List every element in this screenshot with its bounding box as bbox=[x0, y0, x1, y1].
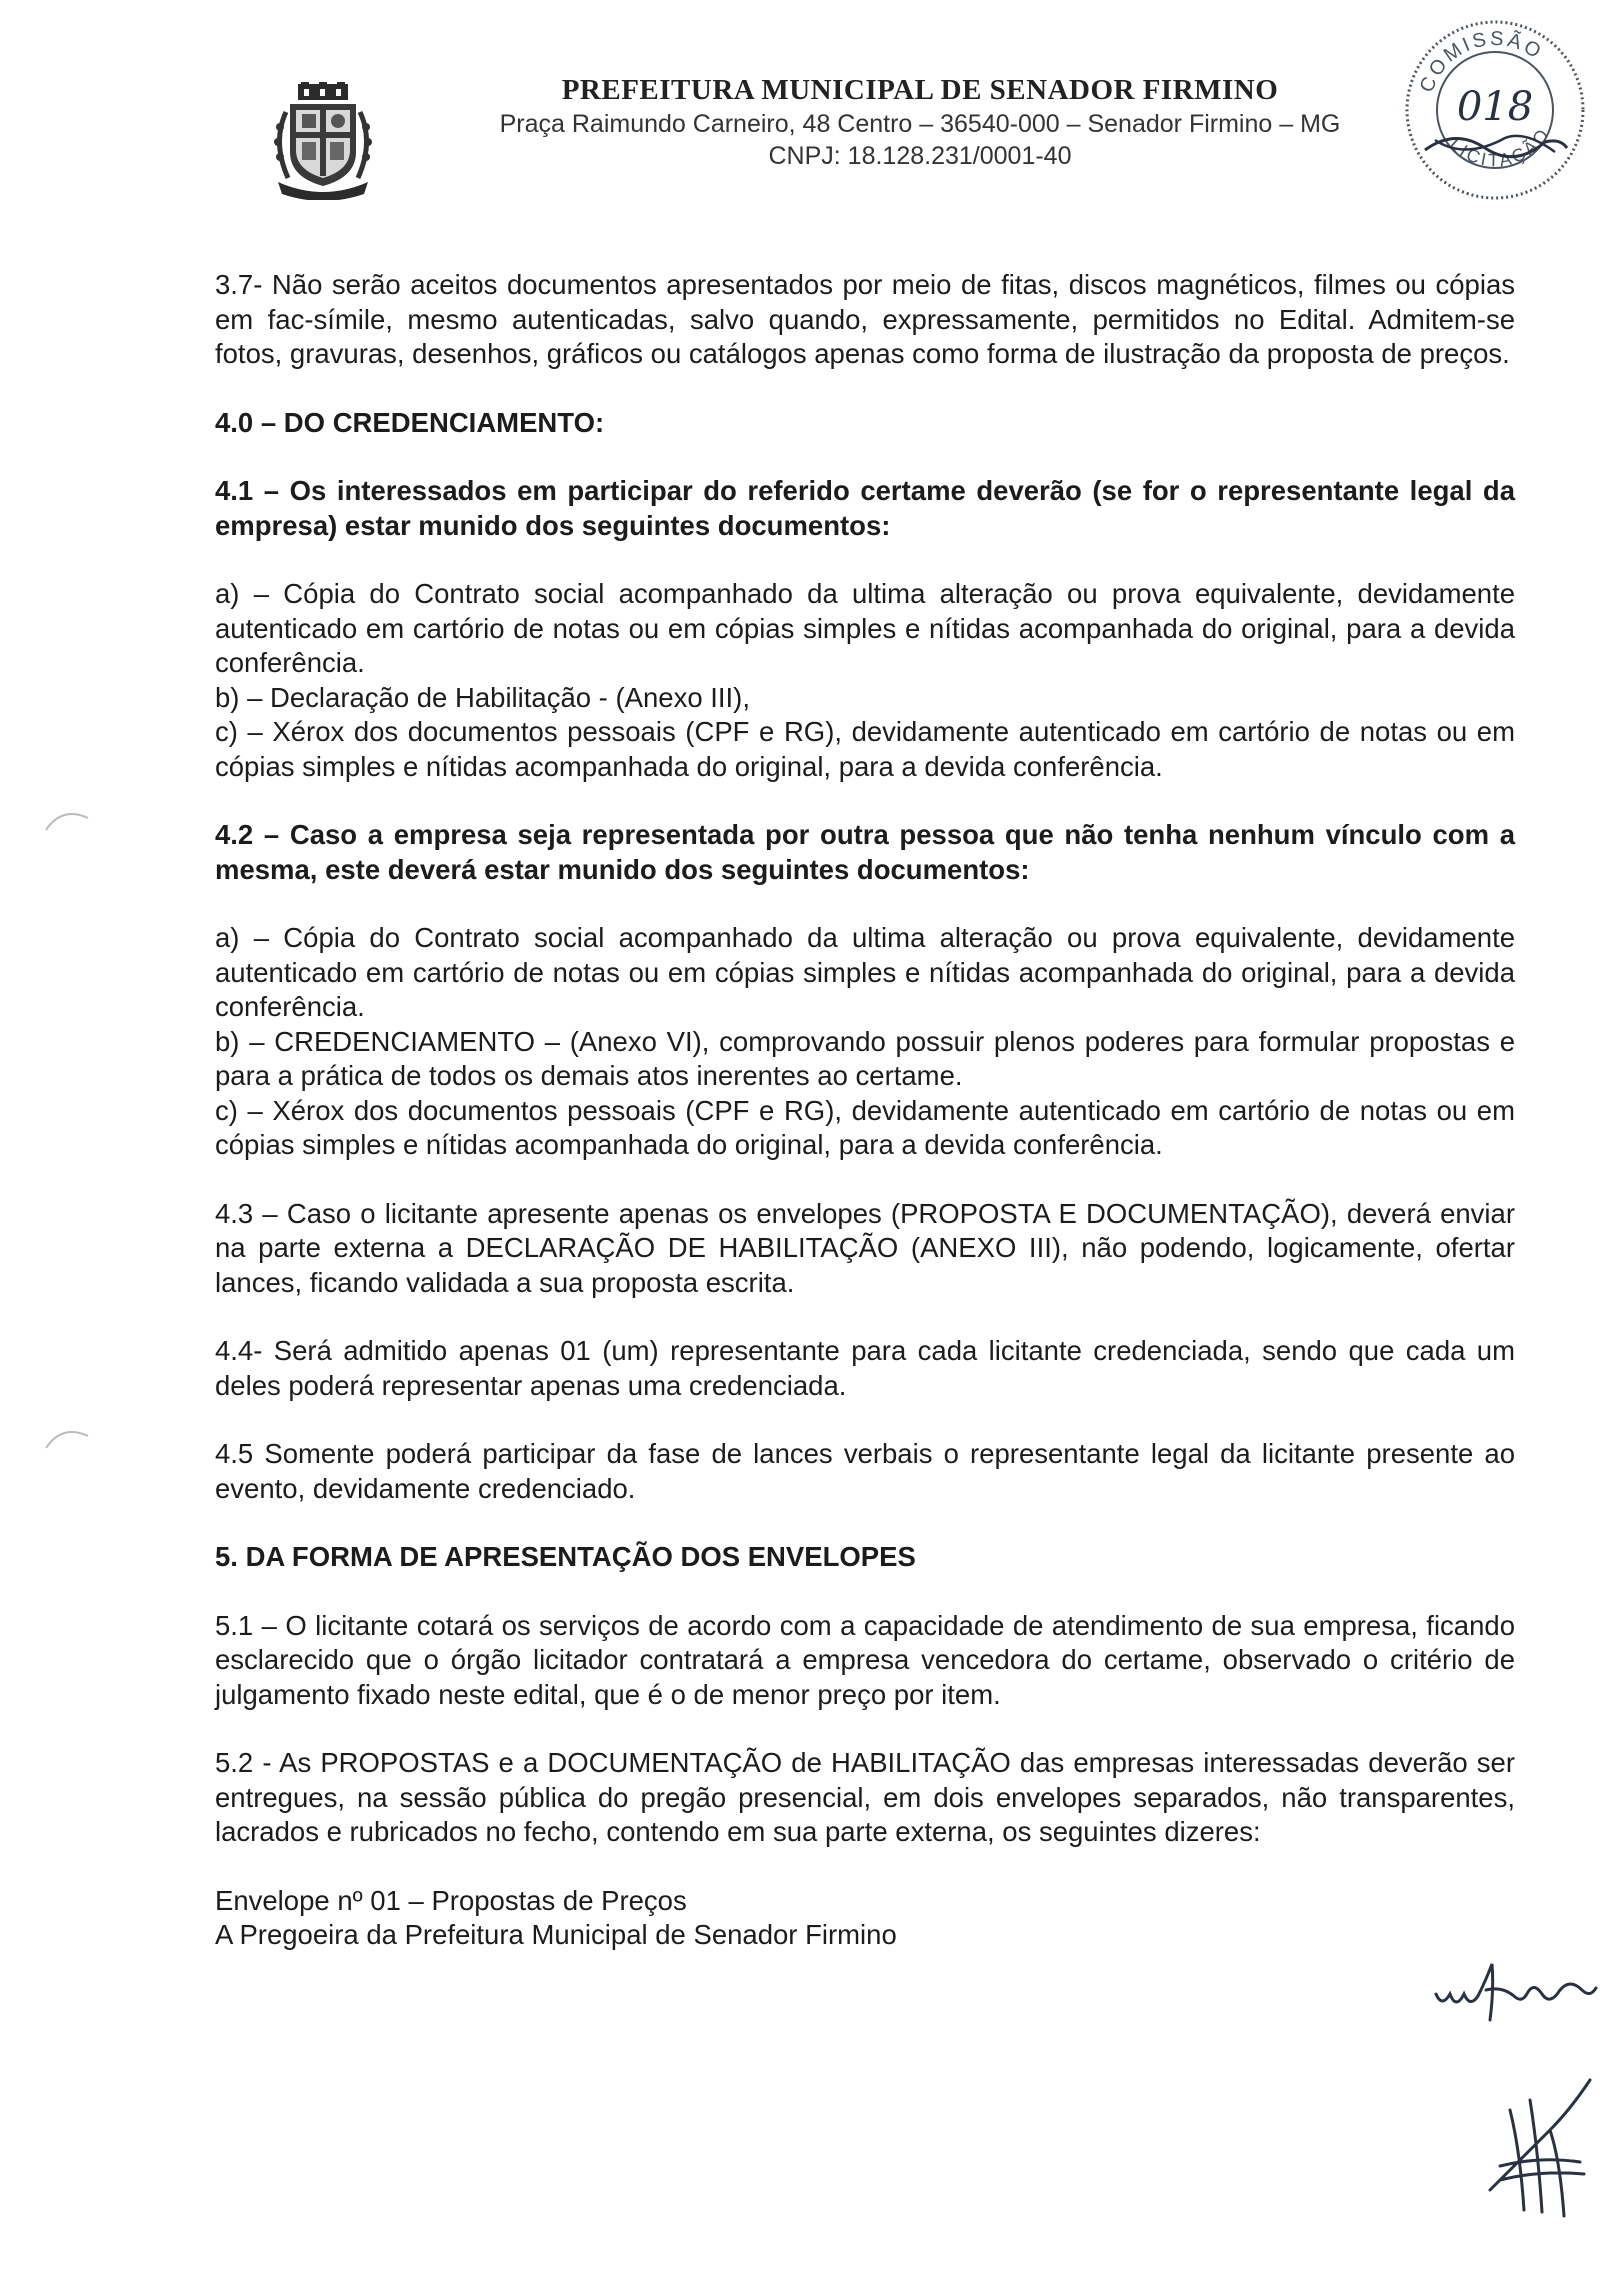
clause-4-4: 4.4- Será admitido apenas 01 (um) representante para cada licitante credenciada, sendo que cada um deles poderá representar apenas uma credenciada. bbox=[215, 1335, 1515, 1401]
clause-4-2-b: b) – CREDENCIAMENTO – (Anexo VI), comprovando possuir plenos poderes para formular propostas e para a prática de todos os demais atos inerentes ao certame. bbox=[215, 1025, 1515, 1091]
handwritten-signature-icon bbox=[1430, 1950, 1600, 2030]
section-heading-5: 5. DA FORMA DE APRESENTAÇÃO DOS ENVELOPES bbox=[215, 1541, 916, 1572]
municipality-address: Praça Raimundo Carneiro, 48 Centro – 36540-000 – Senador Firmino – MG bbox=[499, 110, 1341, 138]
municipality-name: PREFEITURA MUNICIPAL DE SENADOR FIRMINO bbox=[561, 74, 1279, 106]
clause-4-3: 4.3 – Caso o licitante apresente apenas os envelopes (PROPOSTA E DOCUMENTAÇÃO), deverá enviar na parte externa a DECLARAÇÃO DE HABILITAÇÃO (ANEXO III), não podendo, logicamente, ofertar lances, ficando validada a sua proposta escrita. bbox=[215, 1197, 1515, 1298]
clause-4-1-a: a) – Cópia do Contrato social acompanhado da ultima alteração ou prova equivalente, devidamente autenticado em cartório de notas ou em cópias simples e nítidas acompanhada do original, para a devida conferência. bbox=[215, 578, 1515, 678]
clause-4-2-heading: 4.2 – Caso a empresa seja representada por outra pessoa que não tenha nenhum vínculo com a mesma, este deverá estar munido dos seguintes documentos: bbox=[215, 819, 1515, 885]
clause-4-1-c: c) – Xérox dos documentos pessoais (CPF e RG), devidamente autenticado em cartório de notas ou em cópias simples e nítidas acompanhada do original, para a devida conferência. bbox=[215, 716, 1515, 782]
commission-stamp-icon bbox=[1395, 10, 1595, 210]
clause-4-2-a: a) – Cópia do Contrato social acompanhado da ultima alteração ou prova equivalente, devidamente autenticado em cartório de notas ou em cópias simples e nítidas acompanhada do original, para a devida conferência. bbox=[215, 922, 1515, 1022]
clause-5-2: 5.2 - As PROPOSTAS e a DOCUMENTAÇÃO de HABILITAÇÃO das empresas interessadas deverão ser entregues, na sessão pública do pregão presencial, em dois envelopes separados, não transparentes, lacrados e rubricados no fecho, contendo em sua parte externa, os seguintes dizeres: bbox=[215, 1747, 1515, 1847]
stamp-number: 018 bbox=[1456, 84, 1534, 130]
clause-4-5: 4.5 Somente poderá participar da fase de lances verbais o representante legal da licitante presente ao evento, devidamente credenciado. bbox=[215, 1438, 1515, 1504]
handwritten-signature-icon bbox=[1480, 2070, 1600, 2220]
letterhead-text bbox=[440, 72, 1400, 172]
stamp-bottom-text: LICITAÇÃO bbox=[1445, 123, 1555, 171]
section-heading-4: 4.0 – DO CREDENCIAMENTO: bbox=[215, 406, 605, 438]
clause-4-2-c: c) – Xérox dos documentos pessoais (CPF e RG), devidamente autenticado em cartório de notas ou em cópias simples e nítidas acompanhada do original, para a devida conferência. bbox=[215, 1094, 1515, 1160]
envelope-label-line-1: Envelope nº 01 – Propostas de Preços bbox=[215, 1884, 687, 1916]
letterhead bbox=[0, 0, 1600, 210]
stamp-top-text: COMISSÃO bbox=[1415, 27, 1548, 96]
municipality-cnpj: CNPJ: 18.128.231/0001-40 bbox=[768, 142, 1072, 170]
punch-hole-mark-icon bbox=[42, 800, 92, 840]
clause-4-1-b: b) – Declaração de Habilitação - (Anexo III), bbox=[215, 681, 750, 713]
clause-3-7: 3.7- Não serão aceitos documentos apresentados por meio de fitas, discos magnéticos, filmes ou cópias em fac-símile, mesmo autenticadas, salvo quando, expressamente, permitidos no Edital. Admitem-se fotos, gravuras, desenhos, gráficos ou catálogos apenas como forma de ilustração da proposta de preços. bbox=[215, 269, 1515, 369]
municipal-coat-of-arms-icon bbox=[268, 82, 378, 200]
clause-5-1: 5.1 – O licitante cotará os serviços de acordo com a capacidade de atendimento de sua empresa, ficando esclarecido que o órgão licitador contratará a empresa vencedora do certame, observado o critério de julgamento fixado neste edital, que é o de menor preço por item. bbox=[215, 1609, 1515, 1710]
envelope-label-line-2: A Pregoeira da Prefeitura Municipal de Senador Firmino bbox=[215, 1919, 897, 1950]
punch-hole-mark-icon bbox=[42, 1418, 92, 1458]
clause-4-1-heading: 4.1 – Os interessados em participar do referido certame deverão (se for o representante legal da empresa) estar munido dos seguintes documentos: bbox=[215, 475, 1515, 541]
document-body bbox=[215, 268, 1515, 1953]
